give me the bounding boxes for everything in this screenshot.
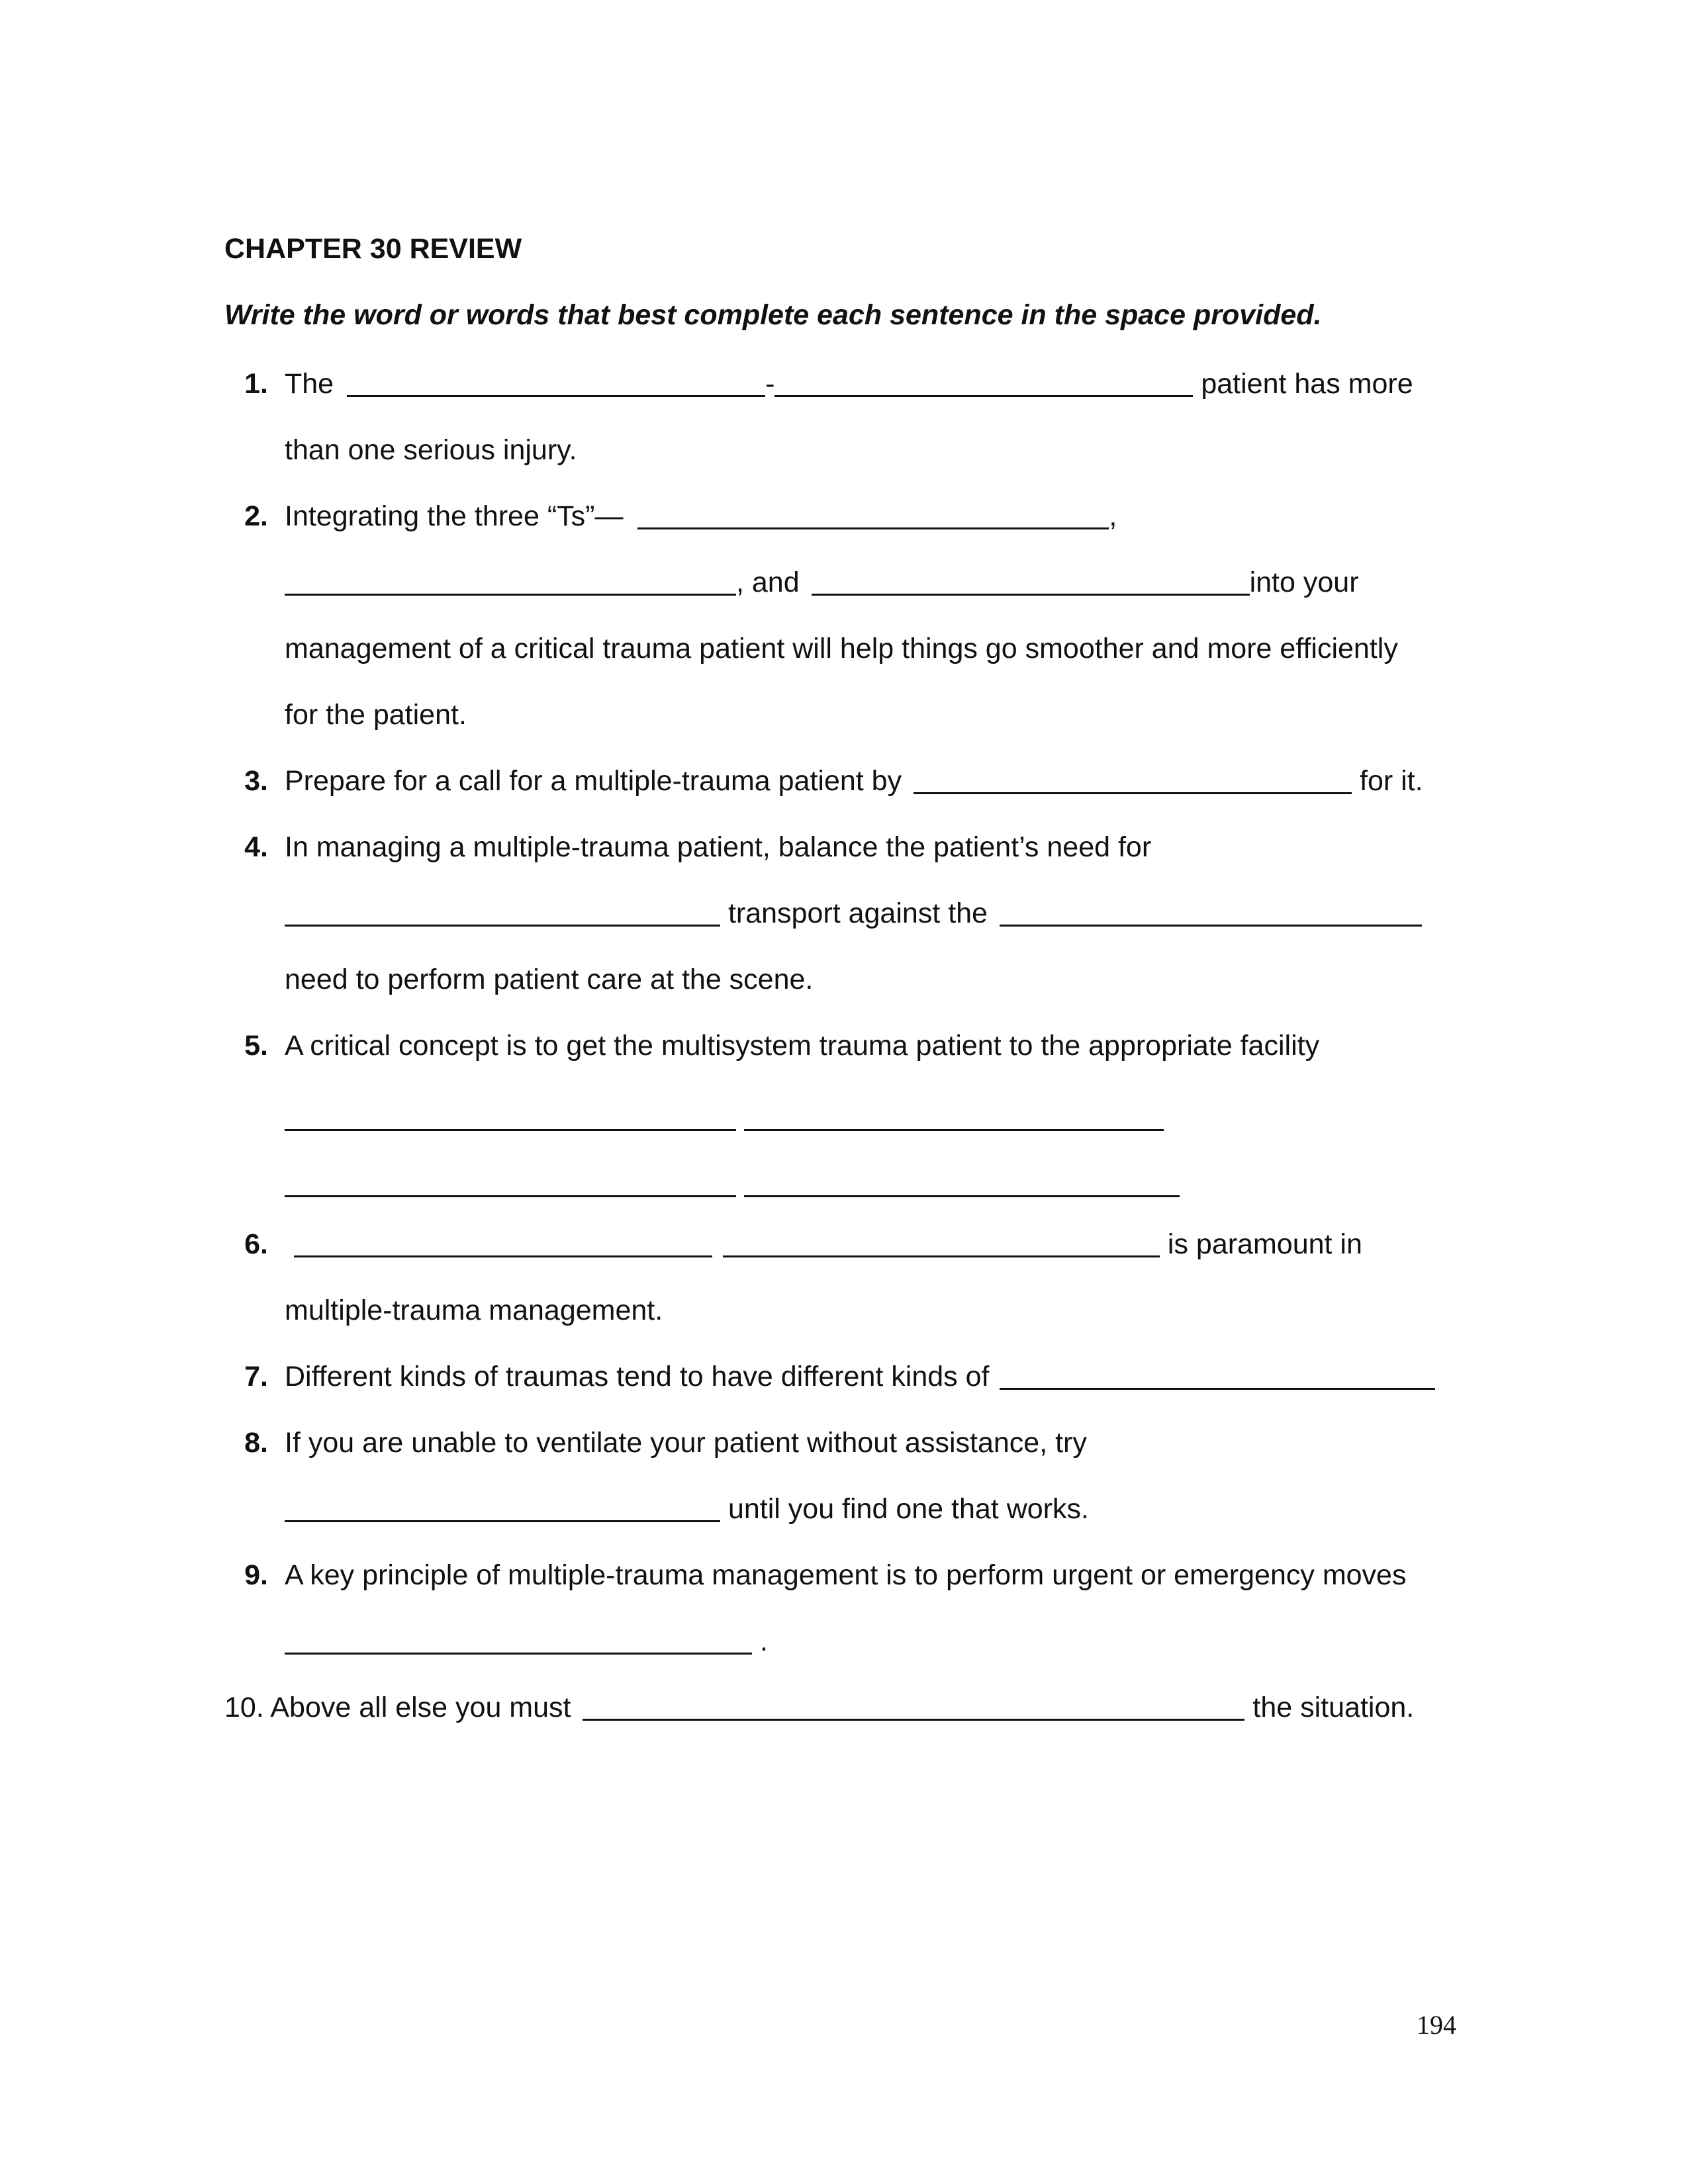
answer-blank[interactable]	[744, 1103, 1164, 1131]
question-text: Above all else you must	[270, 1692, 571, 1723]
question-text: into your	[1249, 567, 1359, 598]
instructions: Write the word or words that best complete each sentence in the space provided.	[224, 299, 1322, 331]
question-number: 7.	[244, 1361, 268, 1392]
question-line	[285, 367, 1413, 401]
answer-blank[interactable]	[285, 1169, 736, 1197]
question-text: for the patient.	[285, 699, 467, 731]
question-line	[285, 1492, 1089, 1526]
question-text: The	[285, 368, 334, 400]
answer-blank[interactable]	[812, 567, 1250, 596]
question-line	[294, 1227, 1362, 1261]
question-number: 5.	[244, 1030, 268, 1062]
question-text: A key principle of multiple-trauma management is to perform urgent or emergency moves	[285, 1559, 1407, 1591]
answer-blank[interactable]	[285, 567, 736, 596]
answer-blank[interactable]	[1000, 898, 1422, 927]
chapter-title: CHAPTER 30 REVIEW	[224, 233, 522, 265]
question-text: than one serious injury.	[285, 434, 577, 466]
question-text: transport against the	[727, 897, 988, 929]
question-number: 2.	[244, 500, 268, 532]
question-text: need to perform patient care at the scene.	[285, 964, 814, 995]
question-text: Different kinds of traumas tend to have different kinds of	[285, 1361, 990, 1392]
answer-blank[interactable]	[347, 369, 765, 397]
question-line	[224, 1690, 1414, 1725]
question-number: 4.	[244, 831, 268, 863]
question-line	[285, 764, 1423, 798]
question-number: 10.	[224, 1692, 264, 1723]
answer-blank[interactable]	[744, 1169, 1180, 1197]
answer-blank[interactable]	[285, 1626, 752, 1655]
question-number: 3.	[244, 765, 268, 797]
answer-blank[interactable]	[285, 1103, 736, 1131]
question-number: 9.	[244, 1559, 268, 1591]
answer-blank[interactable]	[294, 1229, 712, 1257]
answer-blank[interactable]	[723, 1229, 1160, 1257]
question-text: .	[759, 1625, 768, 1657]
question-text: Integrating the three “Ts”—	[285, 500, 624, 532]
question-text: -	[765, 368, 775, 400]
question-text: A critical concept is to get the multisystem trauma patient to the appropriate facility	[285, 1030, 1320, 1062]
question-line	[285, 499, 1117, 533]
answer-blank[interactable]	[285, 1494, 720, 1522]
question-number: 1.	[244, 368, 268, 400]
answer-blank[interactable]	[583, 1692, 1244, 1721]
question-number: 8.	[244, 1427, 268, 1459]
answer-blank[interactable]	[914, 766, 1352, 794]
answer-blank[interactable]	[285, 898, 720, 927]
question-text: for it.	[1360, 765, 1423, 797]
question-text: multiple-trauma management.	[285, 1295, 663, 1326]
question-text: patient has more	[1201, 368, 1413, 400]
question-text: the situation.	[1252, 1692, 1415, 1723]
answer-blank[interactable]	[637, 501, 1109, 529]
page-number: 194	[1417, 2010, 1456, 2040]
question-text: Prepare for a call for a multiple-trauma patient by	[285, 765, 902, 797]
question-text: is paramount in	[1167, 1228, 1362, 1260]
question-text: management of a critical trauma patient will help things go smoother and more efficiently	[285, 633, 1398, 664]
question-text: In managing a multiple-trauma patient, balance the patient’s need for	[285, 831, 1152, 863]
question-text: ,	[1109, 500, 1117, 532]
question-text: until you find one that works.	[727, 1493, 1089, 1525]
question-text: If you are unable to ventilate your patient without assistance, try	[285, 1427, 1087, 1459]
question-line	[285, 896, 1422, 931]
question-line	[285, 565, 1359, 600]
question-line	[285, 1359, 1435, 1394]
question-text: , and	[736, 567, 800, 598]
answer-blank[interactable]	[774, 369, 1193, 397]
question-line	[285, 1624, 768, 1659]
answer-blank[interactable]	[1000, 1361, 1435, 1390]
question-number: 6.	[244, 1228, 268, 1260]
